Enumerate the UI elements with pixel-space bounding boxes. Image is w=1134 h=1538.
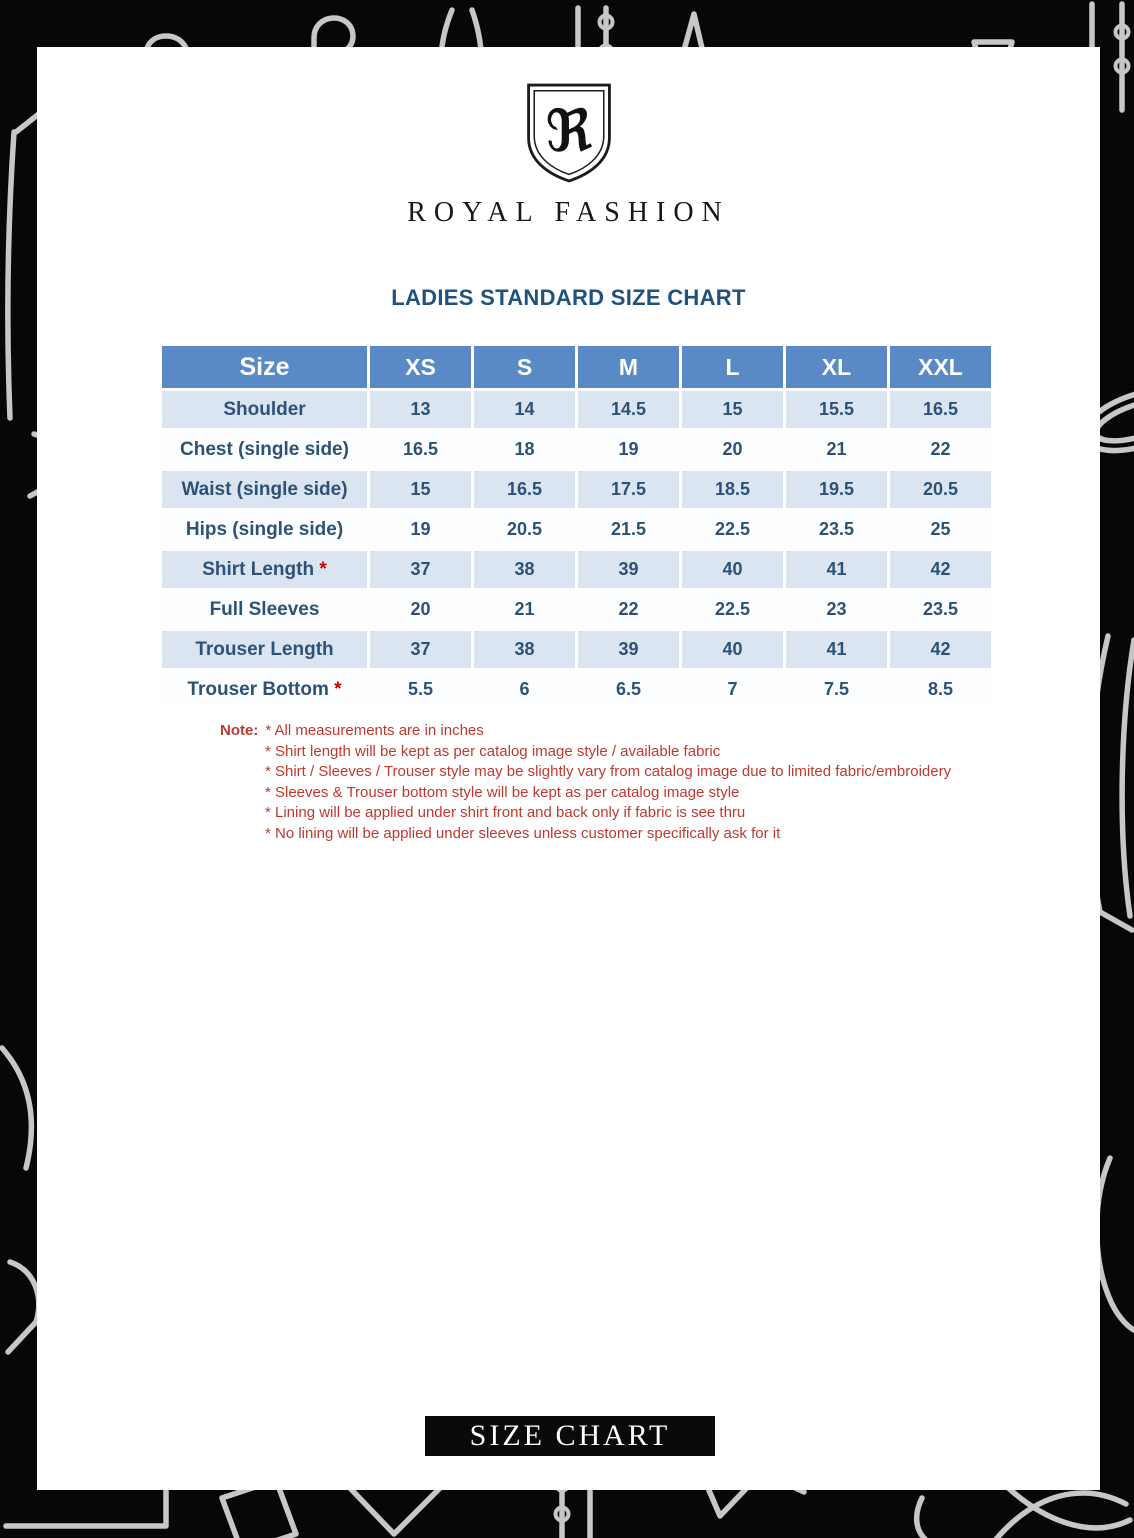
size-header-xs: XS [370, 346, 471, 388]
size-value-cell: 19.5 [786, 471, 887, 508]
size-header-xl: XL [786, 346, 887, 388]
size-value-cell: 6 [474, 671, 575, 708]
table-row [162, 671, 991, 708]
note-items [265, 742, 951, 845]
note-item: * Sleeves & Trouser bottom style will be kept as per catalog image style [265, 783, 740, 801]
page [37, 47, 1100, 1490]
size-value-cell: 13 [370, 391, 471, 428]
size-value-cell: 25 [890, 511, 991, 548]
size-value-cell: 41 [786, 551, 887, 588]
size-table-head [162, 346, 991, 388]
size-column-header: Size [162, 346, 367, 388]
notes [220, 721, 951, 844]
size-value-cell: 21.5 [578, 511, 679, 548]
size-value-cell: 21 [786, 431, 887, 468]
table-row [162, 551, 991, 588]
size-value-cell: 18.5 [682, 471, 783, 508]
size-value-cell: 16.5 [474, 471, 575, 508]
note-item: * Lining will be applied under shirt front and back only if fabric is see thru [265, 804, 746, 821]
size-value-cell: 19 [370, 511, 471, 548]
note-first-item: * All measurements are in inches [265, 722, 484, 739]
size-value-cell: 19 [578, 431, 679, 468]
size-table-body [162, 391, 991, 708]
size-value-cell: 5.5 [370, 671, 471, 708]
size-value-cell: 23.5 [786, 511, 887, 548]
size-chart-banner: SIZE CHART [425, 1416, 715, 1456]
table-row [162, 471, 991, 508]
row-label: Hips (single side) [162, 511, 367, 548]
size-value-cell: 21 [474, 591, 575, 628]
size-value-cell: 15 [370, 471, 471, 508]
size-value-cell: 22 [578, 591, 679, 628]
note-first-line [220, 721, 951, 742]
note-item: * No lining will be applied under sleeves unless customer specifically ask for it [265, 824, 781, 842]
size-value-cell: 22.5 [682, 591, 783, 628]
size-value-cell: 15 [682, 391, 783, 428]
row-label: Trouser Bottom * [162, 671, 367, 708]
row-label: Full Sleeves [162, 591, 367, 628]
size-value-cell: 16.5 [370, 431, 471, 468]
table-row [162, 511, 991, 548]
table-row [162, 631, 991, 668]
table-row [162, 391, 991, 428]
red-asterisk: * [328, 678, 342, 700]
size-value-cell: 22.5 [682, 511, 783, 548]
size-table-header-row [162, 346, 991, 388]
row-label: Waist (single side) [162, 471, 367, 508]
size-value-cell: 20 [370, 591, 471, 628]
size-value-cell: 7.5 [786, 671, 887, 708]
size-value-cell: 37 [370, 551, 471, 588]
size-value-cell: 23 [786, 591, 887, 628]
size-chart-table [159, 343, 994, 711]
size-value-cell: 39 [578, 631, 679, 668]
note-item: * Shirt length will be kept as per catalog image style / available fabric [265, 742, 721, 760]
size-value-cell: 38 [474, 551, 575, 588]
red-asterisk: * [314, 558, 327, 580]
size-value-cell: 38 [474, 631, 575, 668]
brand-name: ROYAL FASHION [407, 197, 730, 228]
size-value-cell: 42 [890, 551, 991, 588]
table-row [162, 591, 991, 628]
size-value-cell: 14.5 [578, 391, 679, 428]
size-value-cell: 7 [682, 671, 783, 708]
note-item: * Shirt / Sleeves / Trouser style may be slightly vary from catalog image due to limited fabric/embroidery [265, 763, 952, 780]
table-row [162, 431, 991, 468]
size-value-cell: 6.5 [578, 671, 679, 708]
size-value-cell: 37 [370, 631, 471, 668]
size-value-cell: 16.5 [890, 391, 991, 428]
size-value-cell: 8.5 [890, 671, 991, 708]
logo-monogram: ℜ [544, 95, 593, 165]
row-label: Shoulder [162, 391, 367, 428]
size-value-cell: 20.5 [474, 511, 575, 548]
size-header-xxl: XXL [890, 346, 991, 388]
size-value-cell: 41 [786, 631, 887, 668]
size-value-cell: 42 [890, 631, 991, 668]
size-value-cell: 20.5 [890, 471, 991, 508]
row-label: Chest (single side) [162, 431, 367, 468]
row-label: Trouser Length [162, 631, 367, 668]
size-header-s: S [474, 346, 575, 388]
size-value-cell: 40 [682, 551, 783, 588]
size-value-cell: 20 [682, 431, 783, 468]
row-label: Shirt Length * [162, 551, 367, 588]
page-title: LADIES STANDARD SIZE CHART [391, 285, 746, 310]
size-value-cell: 17.5 [578, 471, 679, 508]
size-header-l: L [682, 346, 783, 388]
size-value-cell: 23.5 [890, 591, 991, 628]
shield-logo-icon [522, 81, 616, 185]
note-label: Note: [220, 722, 259, 739]
size-value-cell: 40 [682, 631, 783, 668]
size-value-cell: 22 [890, 431, 991, 468]
size-value-cell: 15.5 [786, 391, 887, 428]
size-header-m: M [578, 346, 679, 388]
size-value-cell: 14 [474, 391, 575, 428]
size-value-cell: 39 [578, 551, 679, 588]
size-value-cell: 18 [474, 431, 575, 468]
royal-fashion-logo [37, 81, 1100, 229]
